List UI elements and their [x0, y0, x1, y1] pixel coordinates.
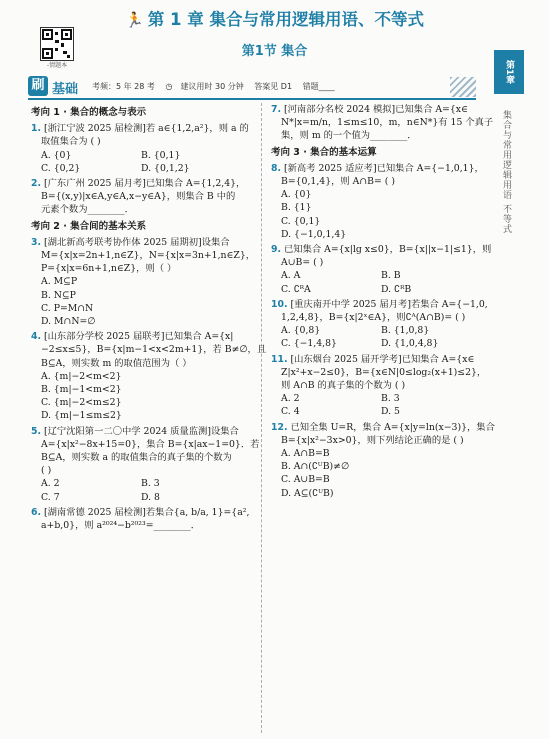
- question-7: 7. [河南部分名校 2024 模拟]已知集合 A={x∈ N*|x=m/n，1≤m≤10，m，n∈N*}有 15 个真子 集，则 m 的一个值为________．: [271, 104, 494, 142]
- chapter-side-text: 集合与常用逻辑用语 不等式: [501, 110, 511, 234]
- exam-frequency: 考频：5 年 28 考: [92, 82, 155, 91]
- suggested-time: 建议用时 30 分钟: [180, 82, 244, 91]
- question-10: 10. [重庆南开中学 2025 届月考]若集合 A={−1,0, 1,2,4,8}，B={x|2ˣ∈A}，则∁ᴬ(A∩B)= ( ) A. {0,8} B. {1,0,8} C. {−1,4,8} D. {1,0,4,8}: [271, 298, 488, 350]
- question-2: 2. [广东广州 2025 届月考]已知集合 A={1,2,4}， B={(x,y)|x∈A,y∈A,x−y∈A}，则集合 B 中的 元素个数为________．: [31, 178, 246, 216]
- decorative-stripes: [450, 77, 476, 97]
- clock-icon: ◷: [165, 82, 173, 91]
- section-title: 第1节 集合: [241, 44, 308, 59]
- left-column: [31, 103, 267, 534]
- question-3: 3. [湖北新高考联考协作体 2025 届期初]设集合 M={x|x=2n+1,n∈Z}，N={x|x=3n+1,n∈Z}， P={x|x=6n+1,n∈Z}，则（ ） A. M⊆P B. N⊆P C. P=M∩N D. M∩N=∅: [31, 236, 256, 328]
- question-6: 6. [湖南常德 2025 届检测]若集合{a, b/a, 1}={a², a+b,0}，则 a²⁰²⁴−b²⁰²³=________．: [31, 506, 250, 532]
- basic-meta: [92, 81, 343, 92]
- question-9: 9. 已知集合 A={x|lg x≤0}，B={x||x−1|≤1}，则 A∪B= ( ) A. A B. B C. ∁ᴿA D. ∁ᴿB: [271, 244, 492, 295]
- question-1: 1. [浙江宁波 2025 届检测]若 a∈{1,2,a²}，则 a 的 取值集合为 ( ) A. {0} B. {0,1} C. {0,2} D. {0,1,2}: [31, 123, 249, 174]
- qr-label: -情题本: [46, 62, 68, 69]
- column-divider: [261, 103, 262, 733]
- basic-label: 基础: [52, 82, 79, 97]
- question-4: 4. [山东部分学校 2025 届联考]已知集合 A={x| −2≤x≤5}，B={x|m−1<x<2m+1}，若 B≠∅，且 B⊆A，则实数 m 的取值范围为（ ） A. {m|−2<m<2} B. {m|−1<m<2} C. {m|−2<m≤2} D. {m|−1≤m≤2}: [31, 331, 267, 422]
- error-count: 错题____: [302, 82, 335, 91]
- answer-ref: 答案见 D1: [254, 82, 293, 91]
- chapter-title: 🏃 第 1 章 集合与常用逻辑用语、不等式: [125, 10, 424, 29]
- topic-heading: 考向 2 · 集合间的基本关系: [31, 220, 147, 232]
- question-11: 11. [山东烟台 2025 届开学考]已知集合 A={x∈ Z|x²+x−2≤0}，B={x∈N|0≤log₂(x+1)≤2}， 则 A∩B 的真子集的个数为 ( ) A. 2 B. 3 C. 4 D. 5: [271, 353, 487, 418]
- question-5: 5. [辽宁沈阳第一二〇中学 2024 质量监测]设集合 A={x|x²−8x+15=0}，集合 B={x|ax−1=0}．若 B⊆A，则实数 a 的取值集合的真子集的个数为 ( ) A. 2 B. 3 C. 7 D. 8: [31, 425, 260, 503]
- topic-heading: 考向 1 · 集合的概念与表示: [31, 107, 147, 118]
- runner-icon: 🏃: [125, 11, 144, 29]
- question-12: 12. 已知全集 U=R，集合 A={x|y=ln(x−3)}，集合 B={x|x²−3x>0}，则下列结论正确的是 ( ) A. A∩B=B B. A∩(∁ᵁB)≠∅ C. A∪B=B D. A⊆(∁ᵁB): [271, 421, 495, 499]
- chapter-tab: 第1章: [494, 50, 524, 94]
- right-column: [271, 103, 495, 502]
- topic-heading: 考向 3 · 集合的基本运算: [271, 146, 377, 158]
- question-8: 8. [新高考 2025 适应考]已知集合 A={−1,0,1}， B={0,1,4}，则 A∩B= ( ) A. {0} B. {1} C. {0,1} D. {−1,0,1,4}: [271, 162, 484, 240]
- brush-badge: 刷: [28, 76, 48, 96]
- basic-section-bar: [28, 76, 476, 100]
